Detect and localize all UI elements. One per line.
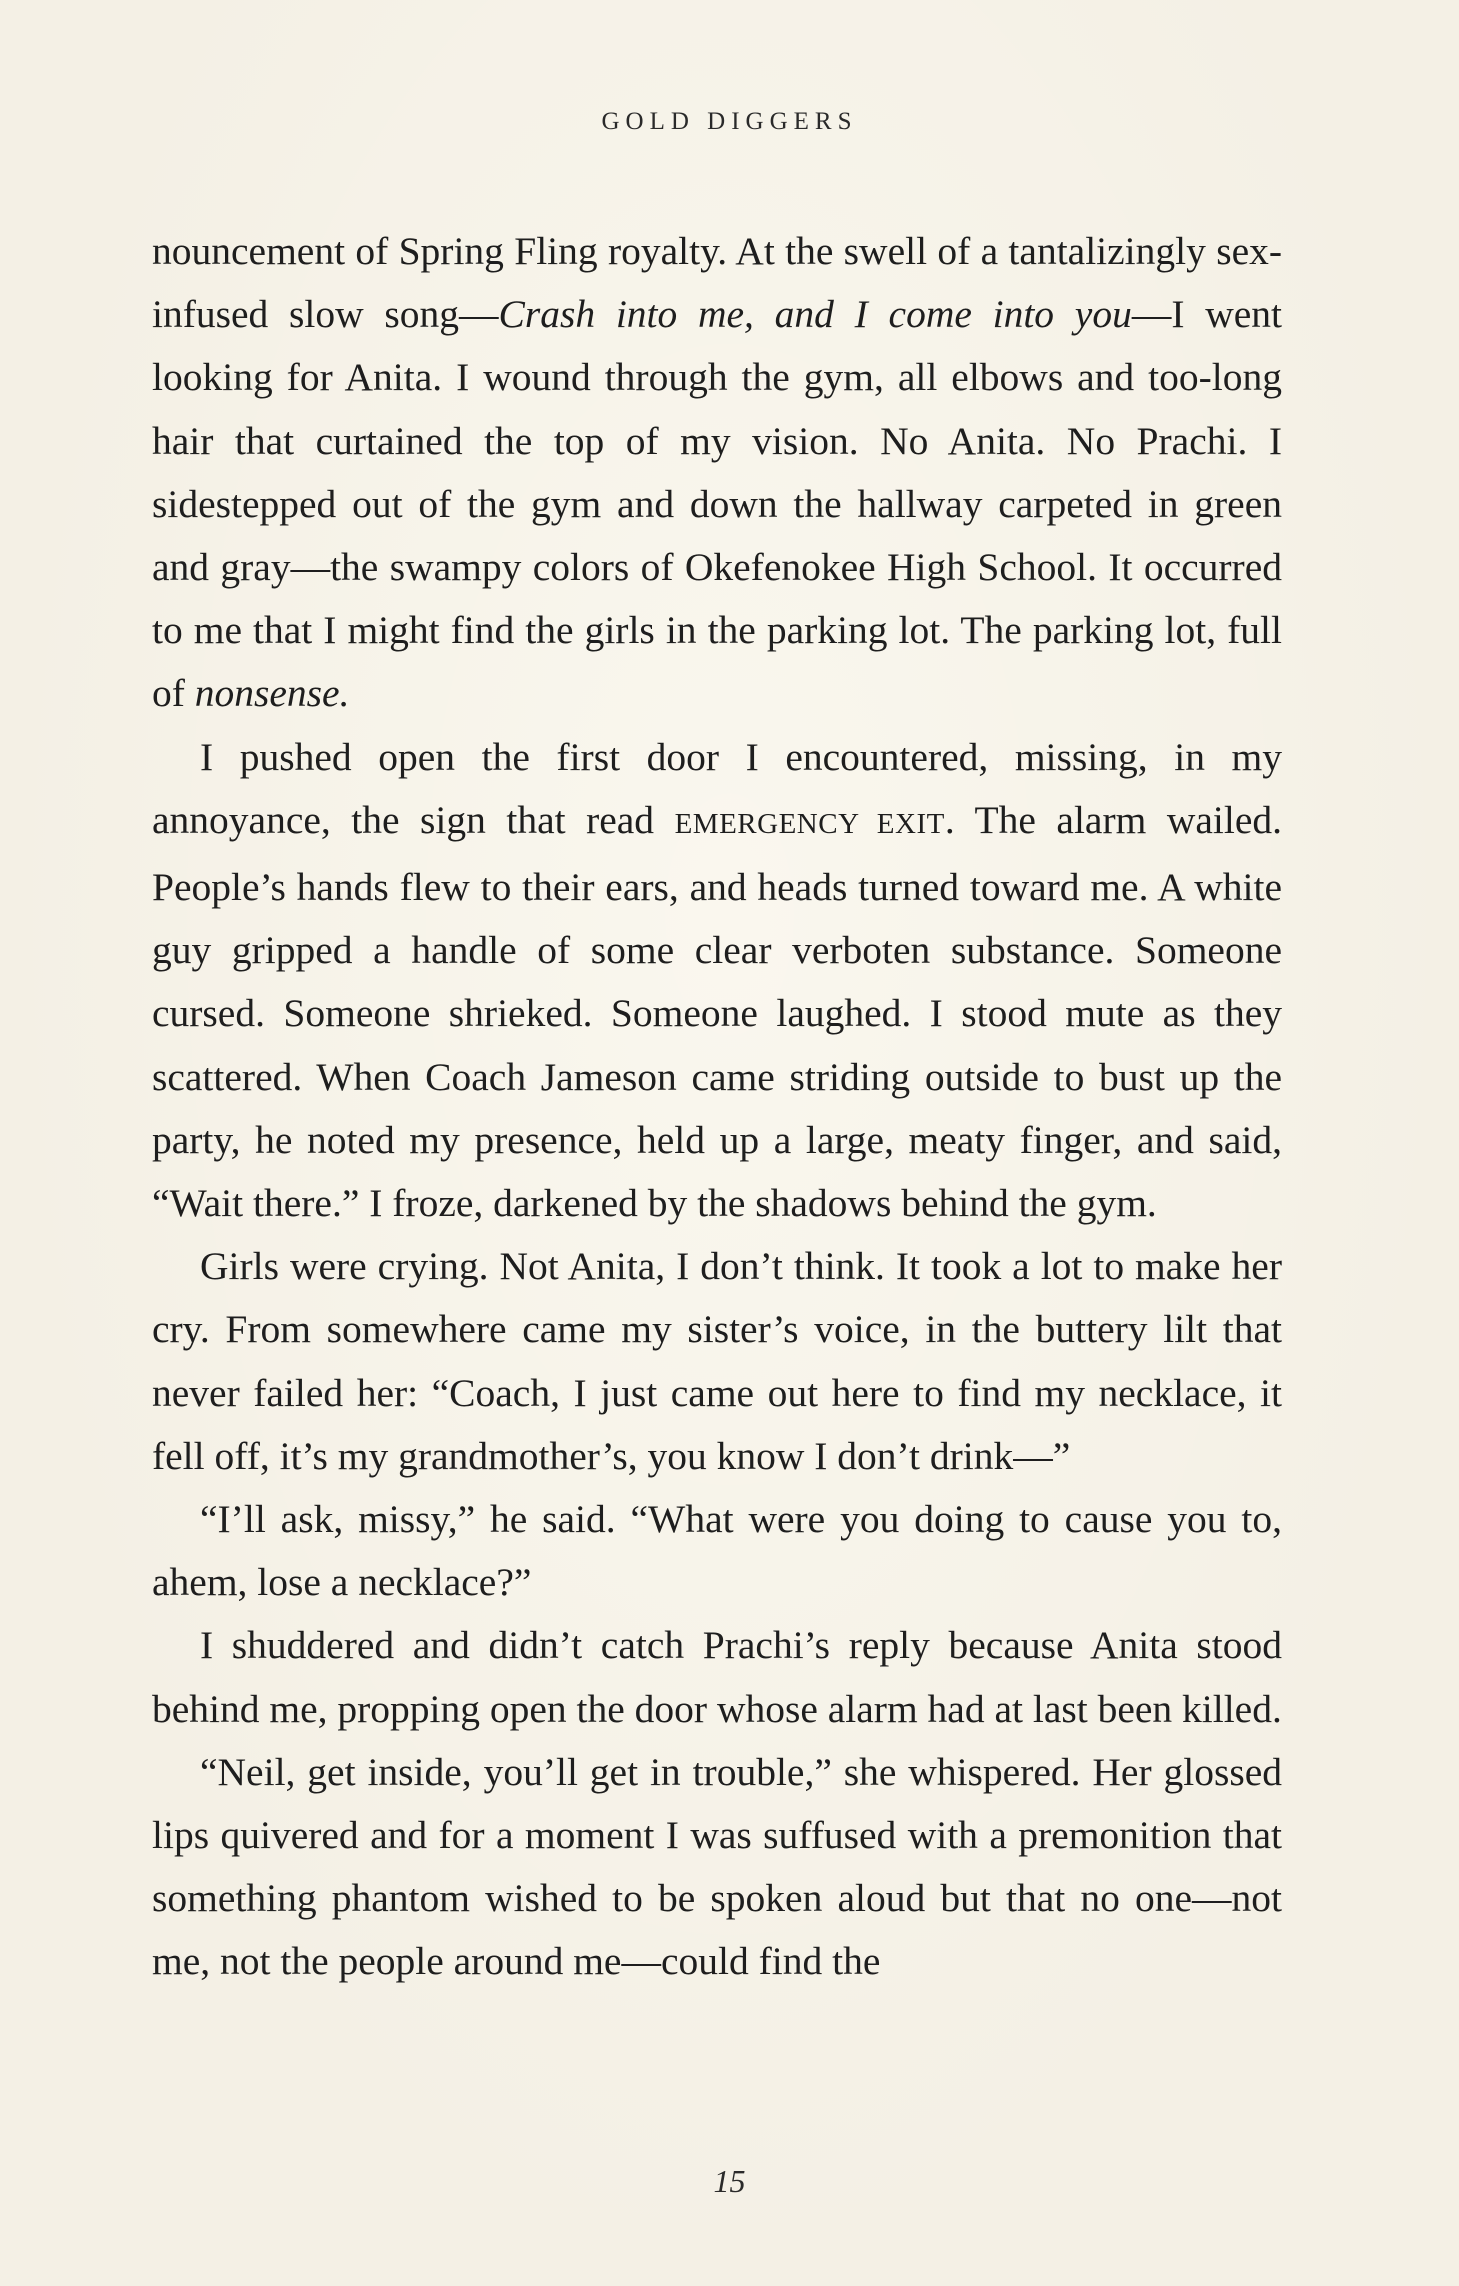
paragraph-2 [152, 726, 1282, 1236]
paragraph-4 [152, 1488, 1282, 1614]
paragraph-6 [152, 1741, 1282, 1994]
sign-text-smallcaps: EMERGENCY EXIT [674, 807, 945, 840]
paragraph-3 [152, 1235, 1282, 1488]
page-number: 15 [713, 2163, 746, 2199]
body-text [152, 220, 1282, 1994]
text-segment: I shuddered and didn’t catch Prachi’s reply because Anita stood behind me, propping open the door whose alarm had at last been killed. [152, 1623, 1282, 1731]
emphasis-italic: nonsense. [194, 671, 350, 716]
text-segment: “Neil, get inside, you’ll get in trouble,” she whispered. Her glossed lips quivered and for a moment I was suffused with a premonition that something phantom wished to be spoken aloud but that no one—not me, not the people around me—could find the [152, 1749, 1282, 1984]
text-segment: —I went looking for Anita. I wound through the gym, all elbows and too-long hair that curtained the top of my vision. No Anita. No Prachi. I sidestepped out of the gym and down the hallway carpeted in green and gray—the swampy colors of Okefenokee High School. It occurred to me that I might find the girls in the parking lot. The parking lot, full of [152, 292, 1282, 716]
text-segment: I pushed open the first door I encountered, missing, in my annoyance, the sign that read [152, 734, 1282, 842]
text-segment: nouncement of Spring Fling royalty. At the swell of a tantalizingly sex-infused slow song— [152, 229, 1282, 337]
text-segment: Girls were crying. Not Anita, I don’t think. It took a lot to make her cry. From somewhere came my sister’s voice, in the buttery lilt that never failed her: “Coach, I just came out here to find my necklace, it fell off, it’s my grandmother’s, you know I don’t drink—” [152, 1244, 1282, 1478]
text-segment: “I’ll ask, missy,” he said. “What were you doing to cause you to, ahem, lose a necklace?” [152, 1497, 1282, 1605]
running-head: GOLD DIGGERS [601, 108, 858, 135]
paragraph-5 [152, 1614, 1282, 1740]
text-segment: . The alarm wailed. People’s hands flew to their ears, and heads turned toward me. A white guy gripped a handle of some clear verboten substance. Someone cursed. Someone shrieked. Someone laughed. I stood mute as they scattered. When Coach Jameson came striding outside to bust up the party, he noted my presence, held up a large, meaty finger, and said, “Wait there.” I froze, darkened by the shadows behind the gym. [152, 797, 1282, 1226]
paragraph-1 [152, 220, 1282, 726]
song-lyric-italic: Crash into me, and I come into you [498, 292, 1132, 337]
